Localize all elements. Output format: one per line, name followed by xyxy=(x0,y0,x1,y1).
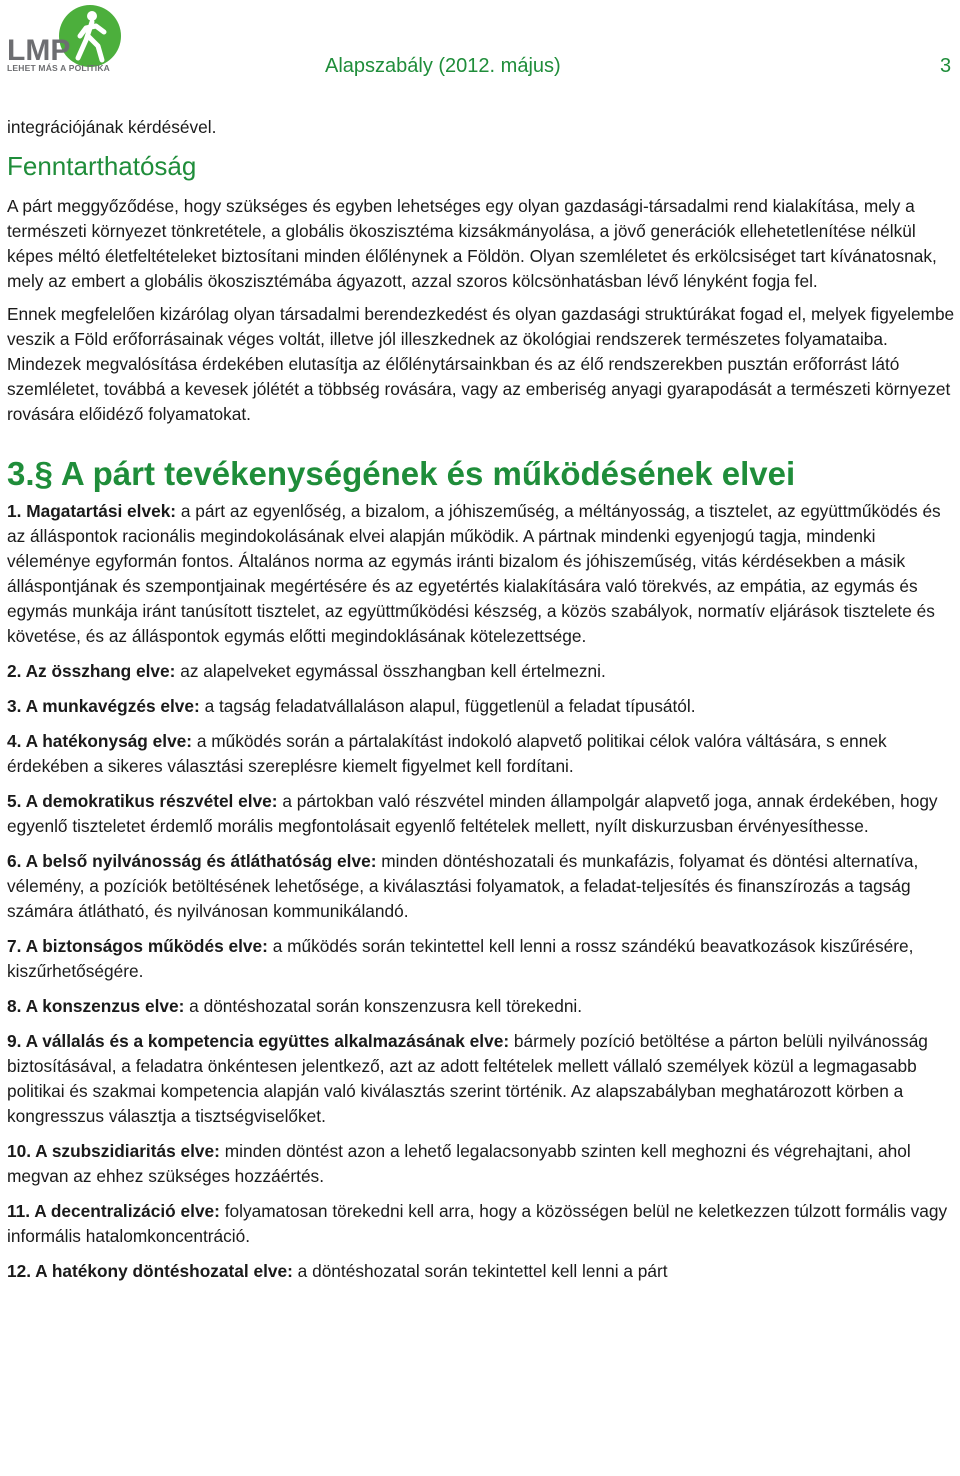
principle-item xyxy=(7,789,955,839)
principle-item xyxy=(7,1259,955,1284)
principle-item xyxy=(7,499,955,649)
principle-text: a pártokban való részvétel minden állampolgár alapvető joga, annak érdekében, hogy egyenlő tiszteletet érdemlő morális megfontolásait egyenlő feltételek mellett, nyílt diskurzusban érvényesíthesse. xyxy=(7,791,938,836)
principle-item xyxy=(7,729,955,779)
page-number: 3 xyxy=(940,55,952,77)
principle-title: 7. A biztonságos működés elve: xyxy=(7,936,268,956)
principle-text: minden döntést azon a lehető legalacsonyabb szinten kell meghozni és végrehajtani, ahol megvan az ehhez szükséges hozzáértés. xyxy=(7,1141,911,1186)
principle-text: a működés során a pártalakítást indokoló alapvető politikai célok valóra váltására, s ennek érdekében a sikeres választási szereplésre kiemelt figyelmet kell fordítani. xyxy=(7,731,887,776)
page-header xyxy=(0,0,960,92)
principle-title: 3. A munkavégzés elve: xyxy=(7,696,200,716)
principle-text: a párt az egyenlőség, a bizalom, a jóhiszeműség, a méltányosság, a tisztelet, az együttműködés és az álláspontok racionális megindokolásának elvei alapján működik. A pártnak mindenki egyenjogú tagja, mindenki véleménye egyformán fontos. Általános norma az egymás iránti bizalom és jóhiszeműség, vitás kérdésekben a másik álláspontjának és szempontjainak megértésére és az egyetértés kialakítására való törekvés, az empátia, az egymás és egymás munkája iránt tanúsított tisztelet, az együttműködési készség, a közös szabályok, normatív eljárások tisztelete és követése, és az álláspontok egymás előtti megindoklásának kötelezettsége. xyxy=(7,501,941,646)
principle-item xyxy=(7,659,955,684)
principle-title: 9. A vállalás és a kompetencia együttes alkalmazásának elve: xyxy=(7,1031,510,1051)
principle-item xyxy=(7,1199,955,1249)
principle-title: 2. Az összhang elve: xyxy=(7,661,176,681)
principle-title: 10. A szubszidiaritás elve: xyxy=(7,1141,220,1161)
sustainability-paragraph-2: Ennek megfelelően kizárólag olyan társadalmi berendezkedést és olyan gazdasági struktúrákat fogad el, melyek figyelembe veszik a Föld erőforrásainak véges voltát, illetve jól illeszkednek az ökológiai rendszerek természetes folyamataiba. Mindezek megvalósítása érdekében elutasítja az élőlénytársainkban és az élő rendszerekben pusztán erőforrást látó szemléletet, továbbá a kevesek jólétét a többség rovására, vagy az emberiség anyagi gyarapodását a természeti környezet rovására előidéző folyamatokat. xyxy=(7,304,955,424)
continued-text: integrációjának kérdésével. xyxy=(7,117,217,137)
principle-text: a döntéshozatal során konszenzusra kell törekedni. xyxy=(189,996,583,1016)
principle-item xyxy=(7,994,955,1019)
principle-item xyxy=(7,849,955,924)
principle-title: 11. A decentralizáció elve: xyxy=(7,1201,220,1221)
document-title: Alapszabály (2012. május) xyxy=(325,55,561,77)
logo-subtitle: LEHET MÁS A POLITIKA xyxy=(7,63,111,73)
principle-item xyxy=(7,694,955,719)
principle-text: a döntéshozatal során tekintettel kell lenni a párt xyxy=(297,1261,668,1281)
section-3-heading: 3.§ A párt tevékenységének és működésének elvei xyxy=(7,455,796,492)
principle-text: az alapelveket egymással összhangban kell értelmezni. xyxy=(180,661,606,681)
principle-item xyxy=(7,934,955,984)
principle-title: 4. A hatékonyság elve: xyxy=(7,731,193,751)
principle-title: 12. A hatékony döntéshozatal elve: xyxy=(7,1261,293,1281)
principle-text: bármely pozíció betöltése a párton belüli nyilvánosság biztosításával, a feladatra önkéntesen jelentkező, azt az adott feltételek mellett vállaló személyek közül a legmagasabb politikai és szakmai kompetencia alapján való kiválasztás szerint történik. Az alapszabályban meghatározott körben a kongresszus választja a tisztségviselőket. xyxy=(7,1031,928,1126)
document-body xyxy=(7,115,955,1294)
principle-text: a tagság feladatvállaláson alapul, függetlenül a feladat típusától. xyxy=(204,696,696,716)
principles-list xyxy=(7,499,955,1284)
sustainability-paragraph-1: A párt meggyőződése, hogy szükséges és egyben lehetséges egy olyan gazdasági-társadalmi rend kialakítása, mely a természeti környezet tönkretétele, a globális ökoszisztéma kizsákmányolása, a jövő generációk ellehetetlenítése nélkül képes méltó életfeltételeket biztosítani minden élőlénynek a Földön. Olyan szemléletet és erkölcsiséget tart kívánatosnak, mely az embert a globális ökoszisztémába ágyazott, azzal szoros kölcsönhatásban lévő lényként fogja fel. xyxy=(7,196,937,291)
principle-text: minden döntéshozatali és munkafázis, folyamat és döntési alternatíva, vélemény, a pozíciók betöltésének lehetősége, a kiválasztási folyamatok, a feladat-teljesítés és finanszírozás a tagság számára átlátható, és nyilvánosan kommunikálandó. xyxy=(7,851,919,921)
principle-title: 8. A konszenzus elve: xyxy=(7,996,185,1016)
principle-item xyxy=(7,1139,955,1189)
principle-title: 5. A demokratikus részvétel elve: xyxy=(7,791,278,811)
principle-text: folyamatosan törekedni kell arra, hogy a közösségen belül ne keletkezzen túlzott formális vagy informális hatalomkoncentráció. xyxy=(7,1201,948,1246)
lmp-logo-text: LMP xyxy=(7,34,71,67)
principle-title: 6. A belső nyilvánosság és átláthatóság elve: xyxy=(7,851,377,871)
principle-text: a működés során tekintettel kell lenni a rossz szándékú beavatkozások kiszűrésére, kiszűrhetőségére. xyxy=(7,936,914,981)
sustainability-heading: Fenntarthatóság xyxy=(7,151,197,181)
principle-title: 1. Magatartási elvek: xyxy=(7,501,177,521)
principle-item xyxy=(7,1029,955,1129)
